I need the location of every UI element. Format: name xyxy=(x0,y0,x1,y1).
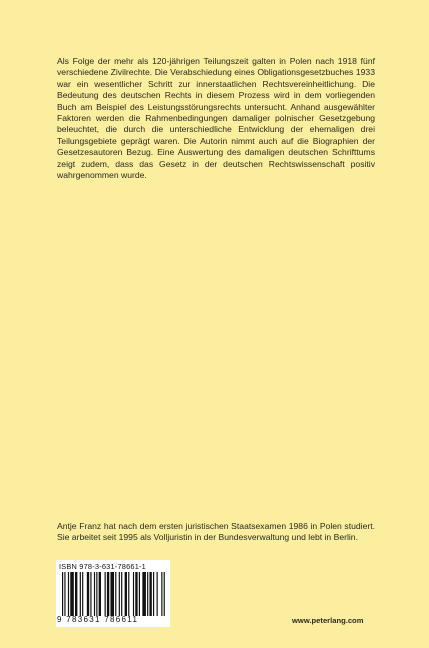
barcode-panel xyxy=(56,560,170,627)
back-cover-blurb: Als Folge der mehr als 120-jährigen Teilungszeit galten in Polen nach 1918 fünf verschiedene Zivilrechte. Die Verabschiedung eines Obligationsgesetzbuches 1933 war ein wesentlicher Schritt zur innerstaatlichen Rechtsvereinheitlichung. Die Bedeutung des deutschen Rechts in diesem Prozess wird in dem vorliegenden Buch am Beispiel des Leistungsstörungsrechts untersucht. Anhand ausgewählter Faktoren werden die Rahmenbedingungen damaliger polnischer Gesetzgebung beleuchtet, die durch die unterschiedliche Entwicklung der ehemaligen drei Teilungsgebiete geprägt waren. Die Autorin nimmt auch auf die Biographien der Gesetzesautoren Bezug. Eine Auswertung des damaligen deutschen Schrifttums zeigt zudem, dass das Gesetz in der deutschen Rechtswissenschaft positiv wahrgenommen wurde. xyxy=(57,56,375,181)
author-bio: Antje Franz hat nach dem ersten juristischen Staatsexamen 1986 in Polen studiert. Sie arbeitet seit 1995 als Volljuristin in der Bundesverwaltung und lebt in Berlin. xyxy=(57,521,375,543)
publisher-website: www.peterlang.com xyxy=(292,616,364,625)
barcode-digits: 9 783631 786611 xyxy=(57,615,139,624)
barcode-icon xyxy=(62,572,166,616)
isbn-label: ISBN 978-3-631-78661-1 xyxy=(59,562,146,571)
